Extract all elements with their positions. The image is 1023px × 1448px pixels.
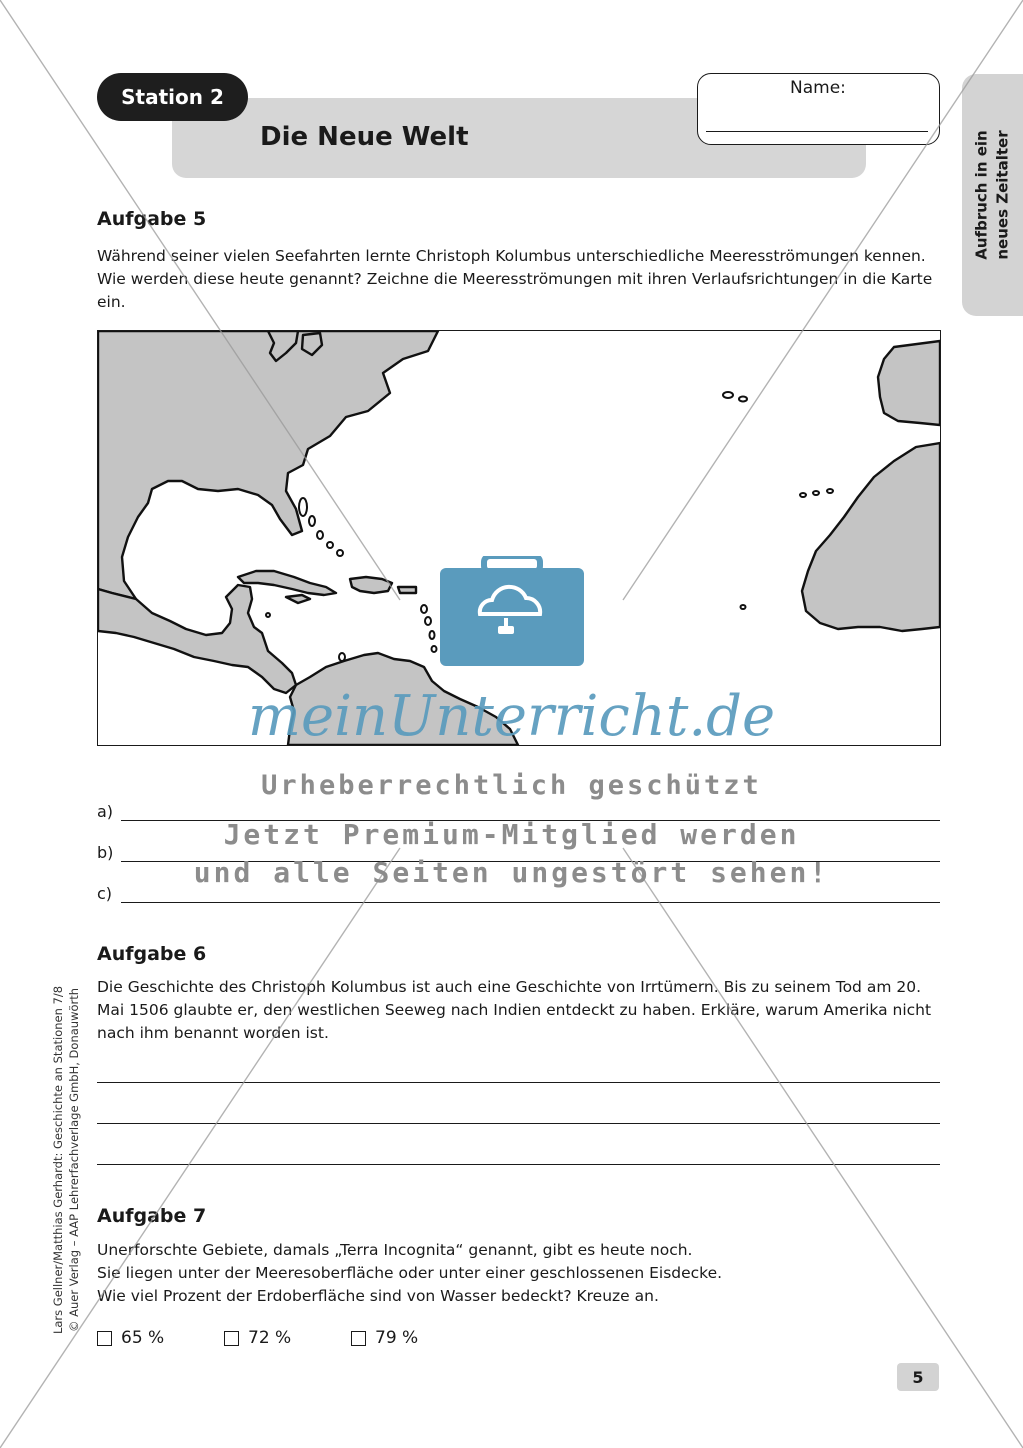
task-5-text: Während seiner vielen Seefahrten lernte Christoph Kolumbus unterschiedliche Meeresströmungen kennen. Wie werden diese heute genannt? Zeichne die Meeresströmungen mit ihren Verlaufsrichtungen in die Karte ein. (97, 247, 933, 311)
chapter-tab-line-1: Aufbruch in ein (972, 130, 991, 260)
answer-label-b: b) (97, 843, 114, 862)
task-6-heading: Aufgabe 6 (97, 943, 207, 965)
watermark-url: meinUnterricht.de (247, 684, 776, 749)
chapter-tab-line-2: neues Zeitalter (993, 130, 1012, 260)
task-7-text-line-3: Wie viel Prozent der Erdoberfläche sind von Wasser bedeckt? Kreuze an. (97, 1287, 659, 1305)
page-number: 5 (897, 1363, 939, 1391)
task-5-heading: Aufgabe 5 (97, 208, 207, 230)
name-label: Name: (790, 78, 846, 98)
answer-label-c: c) (97, 884, 113, 903)
option-65-label: 65 % (121, 1328, 165, 1348)
briefcase-cloud-icon (440, 556, 584, 668)
watermark-premium-line-1: Jetzt Premium-Mitglied werden (223, 818, 800, 851)
watermark-copyright: Urheberrechtlich geschützt (261, 770, 762, 801)
option-79-label: 79 % (375, 1328, 419, 1348)
task-6-text: Die Geschichte des Christoph Kolumbus ist auch eine Geschichte von Irrtümern. Bis zu seinem Tod am 20. Mai 1506 glaubte er, den westlichen Seeweg nach Indien entdeckt zu haben. Erkläre, warum Amerika nicht nach ihm benannt worden ist. (97, 978, 932, 1042)
task-7-text-line-1: Unerforschte Gebiete, damals „Terra Incognita“ genannt, gibt es heute noch. (97, 1241, 693, 1259)
option-72-label: 72 % (248, 1328, 292, 1348)
task-7-text-line-2: Sie liegen unter der Meeresoberfläche oder unter einer geschlossenen Eisdecke. (97, 1264, 723, 1282)
station-badge: Station 2 (97, 73, 248, 121)
answer-label-a: a) (97, 802, 114, 821)
watermark-premium-line-2: und alle Seiten ungestört sehen! (193, 856, 830, 889)
task-7-heading: Aufgabe 7 (97, 1205, 207, 1227)
page-title: Die Neue Welt (260, 122, 469, 152)
credit-line-1: Lars Gellner/Matthias Gerhardt: Geschichte an Stationen 7/8 (51, 985, 65, 1335)
credit-line-2: © Auer Verlag – AAP Lehrerfachverlage GmbH, Donauwörth (67, 987, 81, 1333)
